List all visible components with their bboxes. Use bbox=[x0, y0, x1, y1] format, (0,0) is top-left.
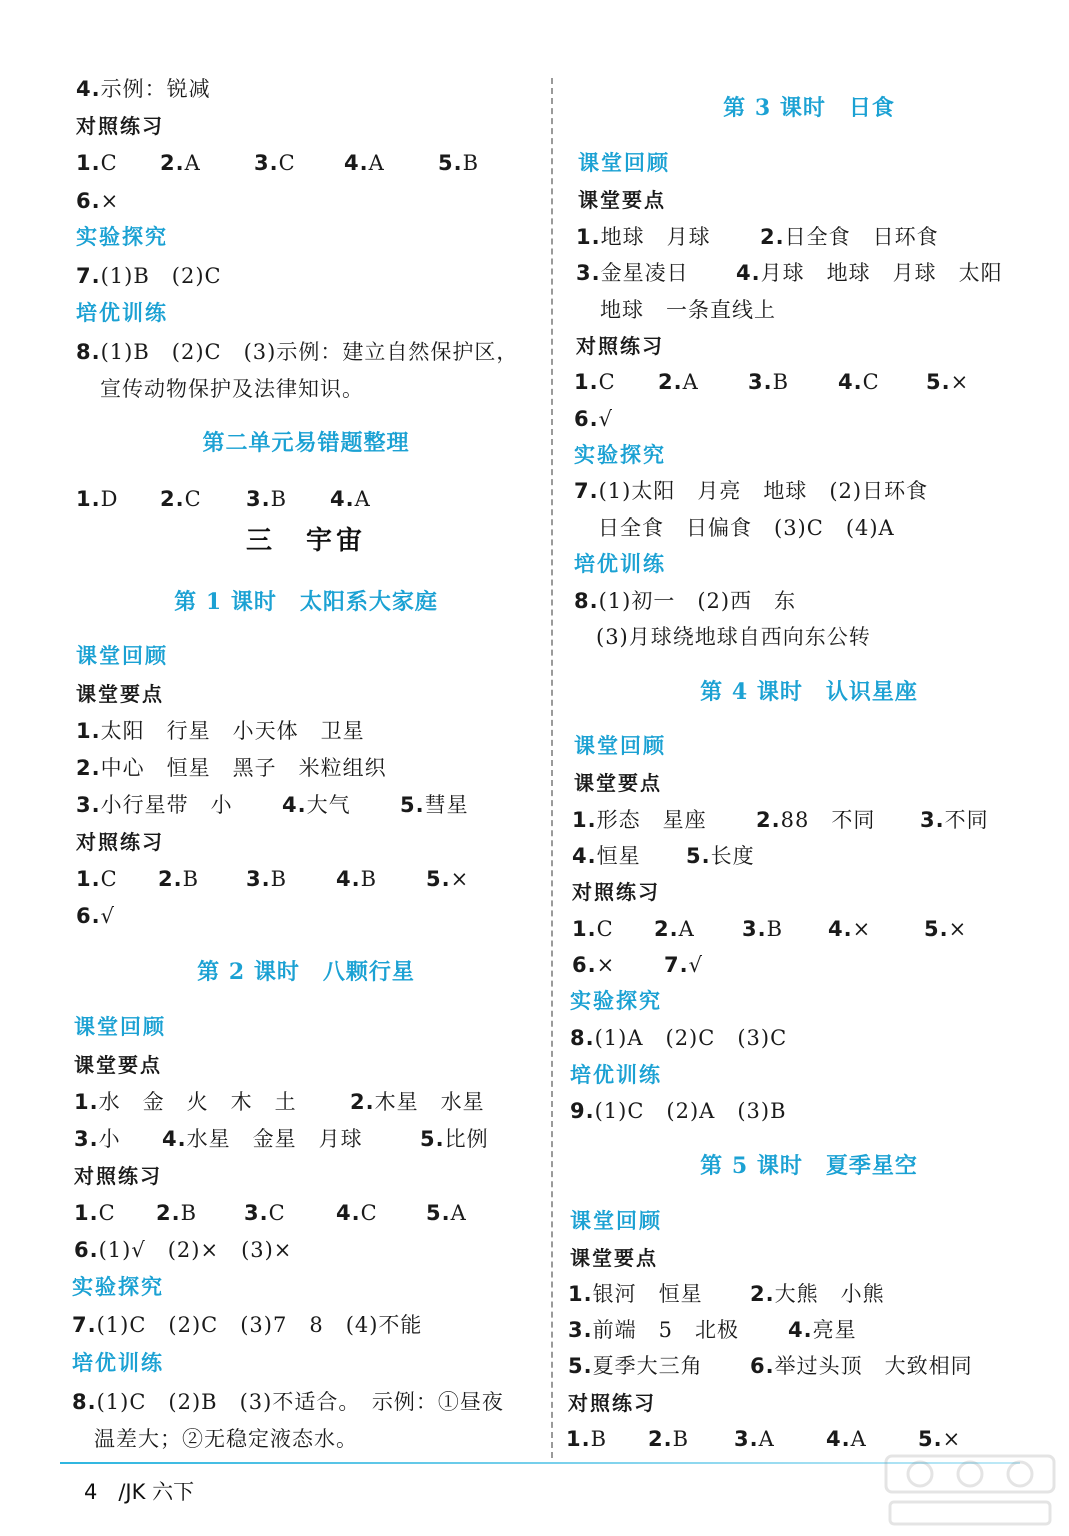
answer-line: 7.(1)太阳 月亮 地球 (2)日环食 bbox=[574, 479, 929, 503]
section-peiyou: 培优训练 bbox=[72, 1351, 164, 1375]
subheading-duizhao: 对照练习 bbox=[572, 880, 660, 904]
answer-line: 4.C bbox=[838, 370, 880, 394]
answer-line: 8.(1)初一 (2)西 东 bbox=[574, 589, 797, 613]
answer-line: 5.× bbox=[926, 370, 970, 394]
answer-line: 1.C bbox=[74, 1201, 116, 1225]
answer-line: 3.B bbox=[246, 867, 288, 891]
answer-line: 5.× bbox=[924, 917, 968, 941]
column-divider bbox=[551, 78, 553, 1458]
answer-line: 1.C bbox=[572, 917, 614, 941]
answer-line-cont: (3)月球绕地球自西向东公转 bbox=[596, 625, 871, 649]
lesson3-title: 第 3 课时 日食 bbox=[723, 95, 895, 121]
answer-line: 5.比例 bbox=[420, 1127, 489, 1151]
answer-line: 4.C bbox=[336, 1201, 378, 1225]
answer-line: 4.示例：锐减 bbox=[76, 77, 211, 101]
answer-line: 4.A bbox=[826, 1427, 867, 1451]
answer-line-cont: 温差大；②无稳定液态水。 bbox=[94, 1427, 358, 1451]
answer-line: 3.C bbox=[254, 151, 296, 175]
subheading-yaodian: 课堂要点 bbox=[570, 1246, 658, 1270]
section-shiyan: 实验探究 bbox=[76, 225, 168, 249]
subheading-duizhao: 对照练习 bbox=[76, 114, 164, 138]
answer-line: 5.A bbox=[426, 1201, 467, 1225]
answer-line: 7.(1)B (2)C bbox=[76, 264, 222, 288]
answer-line: 2.B bbox=[648, 1427, 690, 1451]
footer-rule bbox=[60, 1462, 1020, 1464]
answer-line: 9.(1)C (2)A (3)B bbox=[570, 1099, 787, 1123]
section-shiyan: 实验探究 bbox=[570, 989, 662, 1013]
subheading-duizhao: 对照练习 bbox=[576, 334, 664, 358]
section-peiyou: 培优训练 bbox=[570, 1063, 662, 1087]
answer-line: 3.B bbox=[748, 370, 790, 394]
answer-line: 2.A bbox=[658, 370, 699, 394]
answer-line: 2.C bbox=[160, 487, 202, 511]
section-peiyou: 培优训练 bbox=[76, 301, 168, 325]
answer-line: 4.A bbox=[330, 487, 371, 511]
answer-line: 3.不同 bbox=[920, 808, 989, 832]
answer-line: 1.C bbox=[76, 151, 118, 175]
answer-line-cont: 宣传动物保护及法律知识。 bbox=[100, 377, 364, 401]
section-ketang: 课堂回顾 bbox=[76, 644, 168, 668]
answer-line-cont: 地球 一条直线上 bbox=[600, 298, 776, 322]
answer-line: 3.B bbox=[742, 917, 784, 941]
answer-line: 5.× bbox=[918, 1427, 962, 1451]
answer-line: 7.√ bbox=[664, 953, 703, 977]
unit2-title: 第二单元易错题整理 bbox=[202, 431, 410, 456]
lesson4-title: 第 4 课时 认识星座 bbox=[700, 679, 918, 705]
subheading-yaodian: 课堂要点 bbox=[74, 1053, 162, 1077]
answer-line: 2.B bbox=[158, 867, 200, 891]
subheading-yaodian: 课堂要点 bbox=[76, 682, 164, 706]
answer-line: 1.C bbox=[574, 370, 616, 394]
subheading-yaodian: 课堂要点 bbox=[574, 771, 662, 795]
answer-line: 3.小 bbox=[74, 1127, 121, 1151]
answer-line: 1.C bbox=[76, 867, 118, 891]
answer-line: 2.日全食 日环食 bbox=[760, 225, 939, 249]
answer-line: 6.(1)√ (2)× (3)× bbox=[74, 1238, 293, 1262]
answer-line: 1.D bbox=[76, 487, 119, 511]
answer-line: 5.夏季大三角 bbox=[568, 1354, 703, 1378]
answer-line: 2.A bbox=[160, 151, 201, 175]
answer-line: 6.× bbox=[76, 189, 120, 213]
section-ketang: 课堂回顾 bbox=[578, 151, 670, 175]
answer-line: 3.小行星带 小 bbox=[76, 793, 233, 817]
answer-line: 4.× bbox=[828, 917, 872, 941]
answer-line: 4.水星 金星 月球 bbox=[162, 1127, 363, 1151]
answer-line: 4.月球 地球 月球 太阳 bbox=[736, 261, 1003, 285]
section-ketang: 课堂回顾 bbox=[570, 1209, 662, 1233]
lesson1-title: 第 1 课时 太阳系大家庭 bbox=[174, 589, 438, 615]
answer-line: 3.A bbox=[734, 1427, 775, 1451]
answer-line: 2.B bbox=[156, 1201, 198, 1225]
answer-line: 5.彗星 bbox=[400, 793, 469, 817]
answer-line: 2.A bbox=[654, 917, 695, 941]
lesson5-title: 第 5 课时 夏季星空 bbox=[700, 1153, 918, 1179]
section-peiyou: 培优训练 bbox=[574, 552, 666, 576]
answer-line: 1.水 金 火 木 土 bbox=[74, 1090, 297, 1114]
answer-line: 3.B bbox=[246, 487, 288, 511]
answer-line: 3.C bbox=[244, 1201, 286, 1225]
answer-line: 8.(1)C (2)B (3)不适合。 示例：①昼夜 bbox=[72, 1390, 504, 1414]
section-ketang: 课堂回顾 bbox=[74, 1015, 166, 1039]
subheading-yaodian: 课堂要点 bbox=[578, 188, 666, 212]
unit3-title: 三 宇宙 bbox=[245, 526, 366, 556]
answer-line: 1.太阳 行星 小天体 卫星 bbox=[76, 719, 365, 743]
answer-line: 5.× bbox=[426, 867, 470, 891]
answer-line: 6.× bbox=[572, 953, 616, 977]
subheading-duizhao: 对照练习 bbox=[76, 830, 164, 854]
answer-line: 4.A bbox=[344, 151, 385, 175]
section-shiyan: 实验探究 bbox=[574, 443, 666, 467]
answer-line-cont: 日全食 日偏食 (3)C (4)A bbox=[598, 516, 895, 540]
answer-line: 2.中心 恒星 黑子 米粒组织 bbox=[76, 756, 387, 780]
answer-line: 1.银河 恒星 bbox=[568, 1282, 703, 1306]
answer-line: 2.88 不同 bbox=[756, 808, 876, 832]
answer-line: 5.B bbox=[438, 151, 480, 175]
section-shiyan: 实验探究 bbox=[72, 1275, 164, 1299]
answer-line: 1.B bbox=[566, 1427, 608, 1451]
page-footer: 4 /JK 六下 bbox=[84, 1480, 195, 1504]
answer-line: 4.大气 bbox=[282, 793, 351, 817]
answer-line: 6.√ bbox=[574, 407, 613, 431]
answer-line: 8.(1)A (2)C (3)C bbox=[570, 1026, 788, 1050]
subheading-duizhao: 对照练习 bbox=[568, 1391, 656, 1415]
answer-line: 3.前端 5 北极 bbox=[568, 1318, 739, 1342]
section-ketang: 课堂回顾 bbox=[574, 734, 666, 758]
lesson2-title: 第 2 课时 八颗行星 bbox=[197, 959, 415, 985]
answer-line: 3.金星凌日 bbox=[576, 261, 689, 285]
answer-line: 2.大熊 小熊 bbox=[750, 1282, 885, 1306]
answer-line: 2.木星 水星 bbox=[350, 1090, 485, 1114]
answer-line: 4.B bbox=[336, 867, 378, 891]
answer-line: 7.(1)C (2)C (3)7 8 (4)不能 bbox=[72, 1313, 423, 1337]
answer-line: 4.亮星 bbox=[788, 1318, 857, 1342]
answer-line: 6.举过头顶 大致相同 bbox=[750, 1354, 973, 1378]
answer-line: 1.地球 月球 bbox=[576, 225, 711, 249]
answer-line: 6.√ bbox=[76, 904, 115, 928]
answer-line: 1.形态 星座 bbox=[572, 808, 707, 832]
answer-line: 4.恒星 bbox=[572, 844, 641, 868]
subheading-duizhao: 对照练习 bbox=[74, 1164, 162, 1188]
answer-line: 8.(1)B (2)C (3)示例：建立自然保护区， bbox=[76, 340, 519, 364]
answer-line: 5.长度 bbox=[686, 844, 755, 868]
